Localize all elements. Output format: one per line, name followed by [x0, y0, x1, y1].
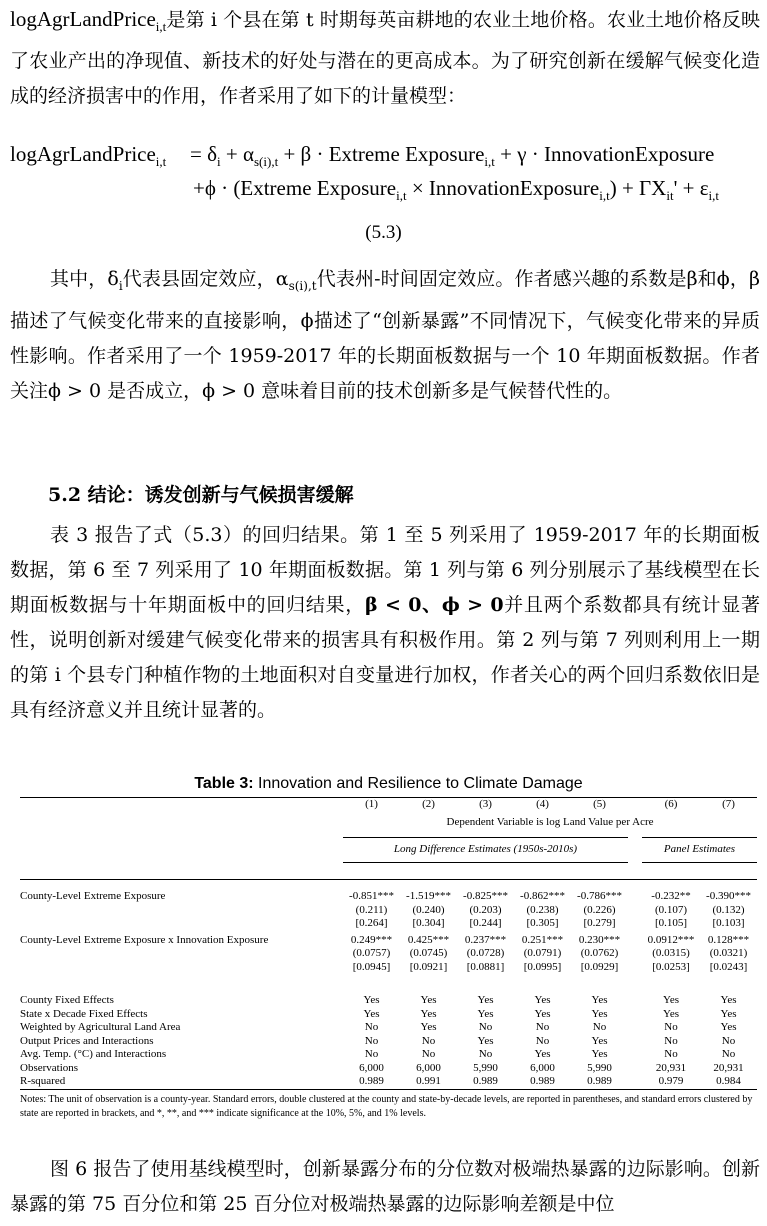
- cell: 6,000: [359, 1061, 384, 1074]
- cell: (0.203): [469, 903, 502, 916]
- table-body: [20, 798, 757, 1089]
- col-num: (5): [593, 798, 606, 810]
- cell: 0.237***: [464, 933, 507, 946]
- eq-term: + γ · InnovationExposure: [494, 142, 715, 166]
- text-run: 图 6 报告了使用基线模型时，创新暴露分布的分位数对极端热暴露的边际影响。创新暴露的第 75 百分位和第 25 百分位对极端热暴露的边际影响差额是中位: [10, 1158, 760, 1215]
- cell: 6,000: [416, 1061, 441, 1074]
- equation-line-1: [190, 142, 714, 170]
- cell: No: [478, 1048, 493, 1060]
- eq-sub: i,t: [708, 188, 720, 204]
- text-run: 代表州-时间固定效应。作者感兴趣的系数是β和ϕ，β描述了气候变化带来的直接影响，ϕ描述了“创新暴露”不同情况下，气候变化带来的异质性影响。作者采用了一个 1959-2017 年的长期面板数据与一个 10 年期面板数据。作者关注ϕ > 0 是否成立，ϕ > 0 意味着目前的技术创新多是气候替代性的。: [10, 268, 760, 402]
- table-row: [20, 1035, 757, 1049]
- col-num: (6): [664, 798, 678, 810]
- row-label: County-Level Extreme Exposure: [20, 890, 166, 902]
- cell: Yes: [534, 994, 551, 1006]
- cell: (0.0728): [466, 947, 505, 959]
- table-row: [20, 994, 757, 1008]
- cell: -0.825***: [463, 890, 508, 902]
- text-run: 其中，δ: [50, 268, 119, 290]
- table-row: [20, 1008, 757, 1022]
- cell: Yes: [363, 1007, 380, 1020]
- cell: 0.989: [359, 1075, 384, 1087]
- cell: [0.0995]: [523, 960, 562, 973]
- cell: 5,990: [587, 1061, 612, 1074]
- cell: [0.244]: [469, 917, 502, 929]
- eq-term: +ϕ · (Extreme Exposure: [193, 176, 397, 200]
- var-name: logAgrLandPrice: [10, 7, 156, 31]
- row-label: County-Level Extreme Exposure x Innovation Exposure: [20, 933, 269, 946]
- text-run: 代表县固定效应，α: [122, 268, 289, 290]
- cell: Yes: [591, 1007, 608, 1020]
- cell: (0.0791): [523, 947, 562, 959]
- cell: No: [364, 1048, 379, 1060]
- col-num: (2): [422, 798, 435, 810]
- cell: 0.989: [473, 1075, 498, 1087]
- cell: [0.304]: [412, 917, 445, 929]
- cell: [0.0881]: [466, 960, 505, 973]
- cell: Yes: [420, 1021, 437, 1033]
- cell: 0.128***: [707, 933, 750, 946]
- row-label: Weighted by Agricultural Land Area: [20, 1021, 181, 1033]
- table-row: [20, 1075, 757, 1089]
- cell: No: [664, 1034, 678, 1047]
- cell: -0.851***: [349, 890, 394, 902]
- equation-lhs: [10, 142, 166, 170]
- cell: Yes: [477, 1007, 494, 1020]
- cell: -0.232**: [651, 890, 691, 902]
- cell: (0.240): [412, 903, 445, 916]
- table-row: [20, 947, 757, 961]
- table-title: [20, 775, 757, 793]
- cell: No: [664, 1048, 678, 1060]
- cell: Yes: [720, 1007, 737, 1020]
- cell: Yes: [591, 1034, 608, 1047]
- text-run: 表 3 报告了式（5.3）的回归结果。第 1 至 5 列采用了 1959-2017 年的长期面板数据，第 6 至 7 列采用了 10 年期面板数据。第 1 列与第 6 列分别展示了基线模型在长期面板数据与十年期面板中的回归结果，: [10, 524, 760, 616]
- group-long-difference: Long Difference Estimates (1950s-2010s): [343, 837, 628, 863]
- col-num: (4): [536, 798, 549, 810]
- eq-sub: i,t: [599, 188, 610, 204]
- explanation-paragraph: [10, 262, 760, 409]
- cell: 5,990: [473, 1061, 498, 1074]
- equation-lhs-sub: i,t: [155, 154, 167, 170]
- equation-line-2: [193, 176, 719, 204]
- text-bold: β < 0、ϕ > 0: [365, 594, 504, 616]
- cell: Yes: [363, 994, 380, 1006]
- row-label: Output Prices and Interactions: [20, 1034, 154, 1047]
- cell: [0.0921]: [409, 960, 448, 973]
- cell: -1.519***: [406, 890, 451, 902]
- cell: 20,931: [713, 1061, 744, 1074]
- cell: Yes: [591, 994, 608, 1006]
- text-run: 并且两个系数都具有统计显著性，说明创新对缓建气候变化带来的损害具有积极作用。第 2 列与第 7 列则利用上一期的第 i 个县专门种植作物的土地面积对自变量进行加权，作者关心的两个回归系数依旧是具有经济意义并且统计显著的。: [10, 594, 760, 721]
- eq-sub: it: [666, 188, 674, 204]
- regression-table: [20, 775, 757, 1121]
- row-label: County Fixed Effects: [20, 994, 114, 1006]
- var-subscript: i,t: [155, 18, 167, 34]
- section-title: 5.2 结论：诱发创新与气候损害缓解: [48, 484, 354, 506]
- cell: No: [364, 1021, 379, 1033]
- eq-term: = δ: [190, 142, 217, 166]
- intro-text: 是第 i 个县在第 t 时期每英亩耕地的农业土地价格。农业土地价格反映了农业产出的净现值、新技术的好处与潜在的更高成本。为了研究创新在缓解气候变化造成的经济损害中的作用，作者采用了如下的计量模型：: [10, 9, 760, 107]
- cell: Yes: [420, 994, 437, 1006]
- cell: -0.862***: [520, 890, 565, 902]
- cell: [0.0945]: [352, 960, 391, 973]
- table-notes: Notes: The unit of observation is a county-year. Standard errors, double clustered at the county and state-by-decade levels, are reported in parentheses, and standard errors clustered by state are reported in brackets, and *, **, and *** indicate significance at the 10%, 5%, and 1% levels.: [20, 1093, 753, 1119]
- group-panel: Panel Estimates: [642, 837, 757, 863]
- cell: Yes: [662, 994, 679, 1006]
- cell: (0.0757): [352, 947, 391, 959]
- cell: No: [592, 1021, 607, 1033]
- equation-number: (5.3): [365, 222, 402, 243]
- cell: [0.0243]: [709, 960, 748, 973]
- figure-paragraph: [10, 1152, 760, 1222]
- table-row: [20, 961, 757, 975]
- cell: Yes: [534, 1007, 551, 1020]
- col-num: (1): [365, 798, 378, 810]
- table-row: [20, 1048, 757, 1062]
- dependent-variable: Dependent Variable is log Land Value per Acre: [446, 815, 654, 828]
- cell: No: [721, 1048, 736, 1060]
- cell: Yes: [720, 994, 737, 1006]
- cell: Yes: [591, 1048, 608, 1060]
- cell: [0.305]: [526, 917, 559, 929]
- table-row: [20, 1021, 757, 1035]
- cell: No: [535, 1034, 550, 1047]
- cell: No: [364, 1034, 379, 1047]
- cell: No: [478, 1021, 493, 1033]
- cell: -0.390***: [706, 890, 751, 902]
- text-sub: i: [118, 278, 123, 293]
- table-row: [20, 934, 757, 948]
- cell: No: [421, 1034, 436, 1047]
- table-row: [20, 917, 757, 931]
- eq-sub: i,t: [396, 188, 407, 204]
- cell: Yes: [420, 1007, 437, 1020]
- results-paragraph: [10, 518, 760, 728]
- row-label: State x Decade Fixed Effects: [20, 1007, 148, 1020]
- cell: (0.211): [355, 903, 388, 916]
- cell: (0.107): [654, 903, 688, 916]
- cell: 0.991: [416, 1075, 441, 1087]
- cell: [0.103]: [712, 917, 745, 929]
- cell: (0.0762): [580, 947, 619, 959]
- cell: 0.989: [587, 1075, 612, 1087]
- cell: (0.238): [526, 903, 559, 916]
- row-label: R-squared: [20, 1075, 66, 1087]
- cell: No: [535, 1021, 550, 1033]
- cell: Yes: [720, 1021, 737, 1033]
- cell: No: [664, 1021, 678, 1033]
- cell: [0.279]: [583, 917, 616, 929]
- cell: [0.105]: [654, 917, 688, 929]
- row-label: Avg. Temp. (°C) and Interactions: [20, 1048, 167, 1060]
- cell: 6,000: [530, 1061, 555, 1074]
- col-num: (3): [479, 798, 492, 810]
- cell: 0.425***: [407, 933, 450, 946]
- cell: 0.230***: [578, 933, 621, 946]
- eq-term: + β · Extreme Exposure: [278, 142, 485, 166]
- equation-lhs-var: logAgrLandPrice: [10, 142, 156, 166]
- cell: 0.249***: [350, 933, 393, 946]
- cell: [0.264]: [355, 917, 388, 929]
- cell: (0.132): [712, 903, 745, 916]
- cell: Yes: [477, 994, 494, 1006]
- cell: Yes: [534, 1048, 551, 1060]
- cell: (0.0321): [709, 947, 748, 959]
- cell: (0.0745): [409, 947, 448, 959]
- eq-sub: i,t: [484, 154, 495, 170]
- cell: [0.0253]: [652, 960, 690, 973]
- cell: -0.786***: [577, 890, 622, 902]
- table-row: [20, 904, 757, 918]
- cell: No: [721, 1034, 736, 1047]
- cell: (0.0315): [652, 947, 690, 959]
- eq-sub: i: [217, 154, 221, 170]
- cell: 0.251***: [521, 933, 564, 946]
- table-row: [20, 1062, 757, 1076]
- cell: [0.0929]: [580, 960, 619, 973]
- cell: Yes: [477, 1034, 494, 1047]
- text-sub: s(i),t: [288, 278, 317, 293]
- table-title-label: Table 3:: [194, 775, 254, 792]
- cell: 0.989: [530, 1075, 555, 1087]
- eq-term: ) + ΓX: [609, 176, 667, 200]
- table-title-text: Innovation and Resilience to Climate Damage: [253, 775, 583, 792]
- eq-term: ' + ε: [673, 176, 709, 200]
- cell: 20,931: [655, 1061, 687, 1074]
- eq-term: × InnovationExposure: [406, 176, 600, 200]
- cell: (0.226): [583, 903, 616, 916]
- table-row: [20, 890, 757, 904]
- col-num: (7): [722, 798, 735, 810]
- cell: 0.984: [716, 1075, 741, 1087]
- eq-sub: s(i),t: [253, 154, 279, 170]
- eq-term: + α: [220, 142, 254, 166]
- cell: No: [421, 1048, 436, 1060]
- cell: Yes: [662, 1007, 679, 1020]
- row-label: Observations: [20, 1061, 79, 1074]
- cell: 0.0912***: [647, 933, 695, 946]
- cell: 0.979: [658, 1075, 684, 1087]
- intro-paragraph: [10, 2, 760, 114]
